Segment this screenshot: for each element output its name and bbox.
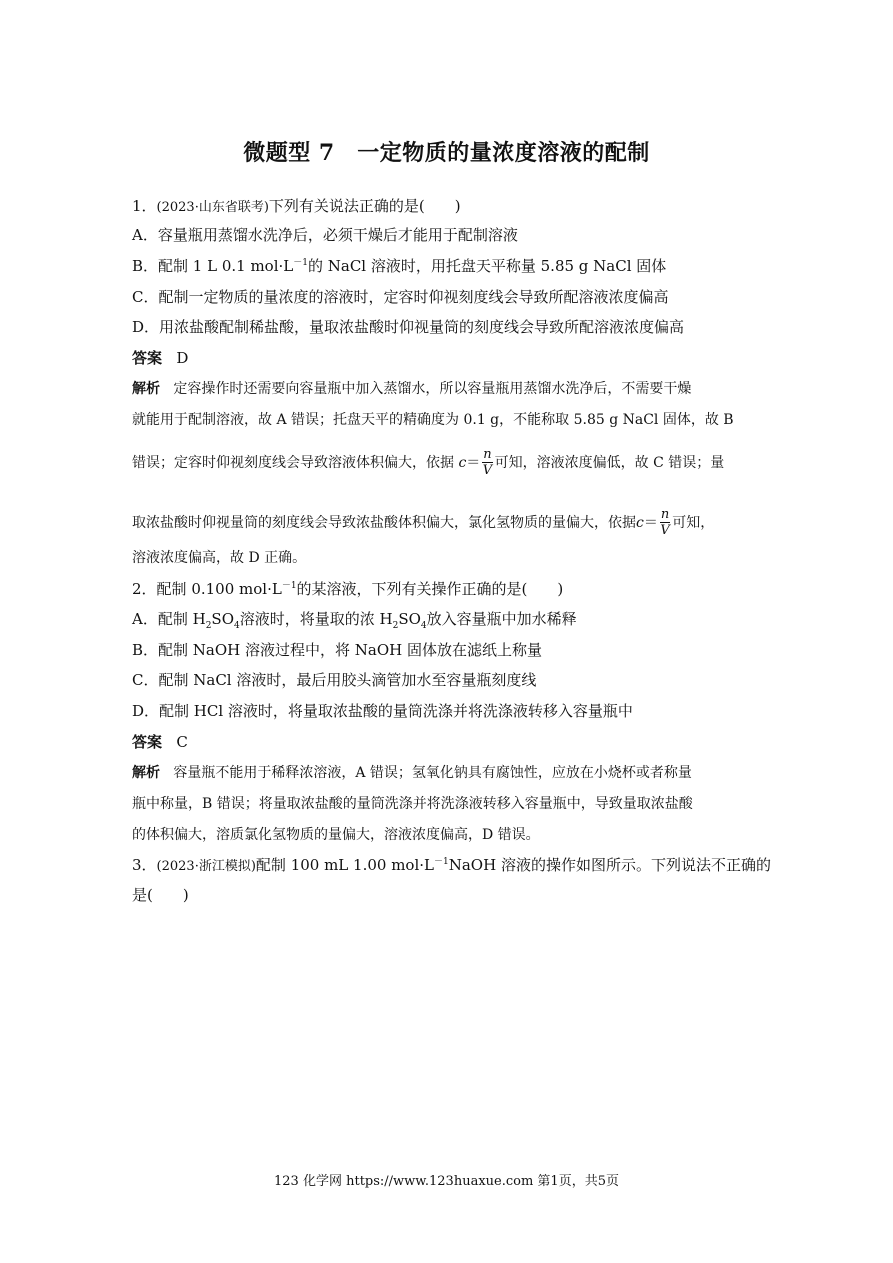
formula-v-2: V: [660, 523, 670, 538]
q2-analysis-line-1: [132, 763, 692, 783]
q1-option-a: A．容量瓶用蒸馏水洗净后，必须干燥后才能用于配制溶液: [132, 226, 518, 244]
formula-c-2: c: [636, 515, 644, 531]
formula-fraction: [482, 448, 492, 478]
formula-n: n: [483, 447, 492, 462]
q2-stem-sup: －1: [281, 581, 297, 591]
q2-a-mid1: SO: [211, 610, 234, 628]
q2-analysis-line-3: 的体积偏大，溶质氯化氢物质的量偏大，溶液浓度偏高，D 错误。: [132, 827, 540, 843]
q1-option-b-post: 的 NaCl 溶液时，用托盘天平称量 5.85 g NaCl 固体: [307, 257, 667, 275]
q3-number: 3．: [132, 856, 157, 874]
q2-a-sub3: 2: [392, 621, 399, 631]
q1-analysis-text-3-post: 可知，溶液浓度偏低，故 C 错误；量: [494, 455, 725, 471]
q1-source: (2023·山东省联考): [156, 200, 269, 215]
analysis-label-2: 解析: [132, 765, 160, 781]
q1-stem: [132, 196, 461, 218]
q2-a-sub2: 4: [234, 621, 240, 631]
q1-option-b-sup: －1: [293, 258, 308, 268]
q1-analysis-text-4-pre: 取浓盐酸时仰视量筒的刻度线会导致浓盐酸体积偏大，氯化氢物质的量偏大，依据: [132, 515, 636, 531]
q3-stem-post: NaOH 溶液的操作如图所示。下列说法不正确的: [448, 856, 771, 874]
q3-stem: [132, 855, 771, 877]
q1-analysis-line-1: [132, 379, 691, 399]
q2-number: 2．: [132, 580, 157, 598]
q2-a-sub4: 4: [420, 621, 427, 631]
formula-n-2: n: [660, 507, 670, 522]
q2-a-mid2: 溶液时，将量取的浓 H: [239, 610, 393, 628]
q1-option-c: C．配制一定物质的量浓度的溶液时，定容时仰视刻度线会导致所配溶液浓度偏高: [132, 288, 669, 306]
q1-analysis-line-4: [132, 508, 714, 538]
formula-v: V: [482, 463, 493, 478]
q3-stem-line-2: 是( ): [132, 886, 189, 904]
q1-option-d: D．用浓盐酸配制稀盐酸，量取浓盐酸时仰视量筒的刻度线会导致所配溶液浓度偏高: [132, 318, 685, 336]
answer-label-2: 答案: [132, 733, 163, 751]
q1-answer-value: D: [176, 349, 189, 367]
q2-answer-value: C: [176, 733, 188, 751]
q1-analysis-line-5: 溶液浓度偏高，故 D 正确。: [132, 550, 307, 566]
q2-stem-pre: 配制 0.100 mol·L: [156, 580, 282, 598]
q2-analysis-line-2: 瓶中称量，B 错误；将量取浓盐酸的量筒洗涤并将洗涤液转移入容量瓶中，导致量取浓盐酸: [132, 796, 693, 812]
q2-analysis-text-1: 容量瓶不能用于稀释浓溶液，A 错误；氢氧化钠具有腐蚀性，应放在小烧杯或者称量: [173, 765, 692, 781]
answer-label: 答案: [132, 349, 163, 367]
q1-analysis-line-2: 就能用于配制溶液，故 A 错误；托盘天平的精确度为 0.1 g，不能称取 5.85 g NaCl 固体，故 B: [132, 412, 734, 428]
q1-answer: [132, 348, 188, 368]
formula-c: c: [458, 455, 467, 471]
formula-fraction-2: [660, 508, 670, 538]
q1-analysis-text-1: 定容操作时还需要向容量瓶中加入蒸馏水，所以容量瓶用蒸馏水洗净后，不需要干燥: [173, 381, 692, 397]
formula-eq: ＝: [466, 455, 481, 471]
q1-option-b-pre: B．配制 1 L 0.1 mol·L: [132, 257, 294, 275]
q2-a-sub1: 2: [205, 621, 212, 631]
q3-stem-pre: 配制 100 mL 1.00 mol·L: [255, 856, 434, 874]
q2-option-d: D．配制 HCl 溶液时，将量取浓盐酸的量筒洗涤并将洗涤液转移入容量瓶中: [132, 702, 633, 720]
q1-stem-text: 下列有关说法正确的是( ): [268, 197, 461, 215]
q1-analysis-text-3-pre: 错误；定容时仰视刻度线会导致溶液体积偏大，依据: [132, 455, 454, 471]
q2-answer: [132, 732, 188, 752]
q1-analysis-line-3: [132, 448, 724, 478]
q2-option-b: B．配制 NaOH 溶液过程中，将 NaOH 固体放在滤纸上称量: [132, 641, 542, 659]
q2-option-a: [132, 609, 577, 629]
q2-stem-post: 的某溶液，下列有关操作正确的是( ): [296, 580, 564, 598]
q2-stem: [132, 579, 563, 599]
q3-stem-sup: －1: [434, 857, 449, 867]
q1-option-b: [132, 256, 666, 276]
q2-a-post: 放入容量瓶中加水稀释: [426, 610, 577, 628]
q2-option-c: C．配制 NaCl 溶液时，最后用胶头滴管加水至容量瓶刻度线: [132, 671, 537, 689]
page-footer: 123 化学网 https://www.123huaxue.com 第1页，共5页: [274, 1174, 619, 1189]
q2-a-pre: A．配制 H: [132, 610, 206, 628]
q3-source: (2023·浙江模拟): [156, 859, 256, 874]
q2-a-mid3: SO: [398, 610, 421, 628]
q1-number: 1．: [132, 197, 157, 215]
formula-eq-2: ＝: [643, 515, 658, 531]
q1-analysis-text-4-post: 可知，: [672, 515, 715, 531]
analysis-label: 解析: [132, 381, 160, 397]
page-title: 微题型 7 一定物质的量浓度溶液的配制: [243, 140, 650, 166]
